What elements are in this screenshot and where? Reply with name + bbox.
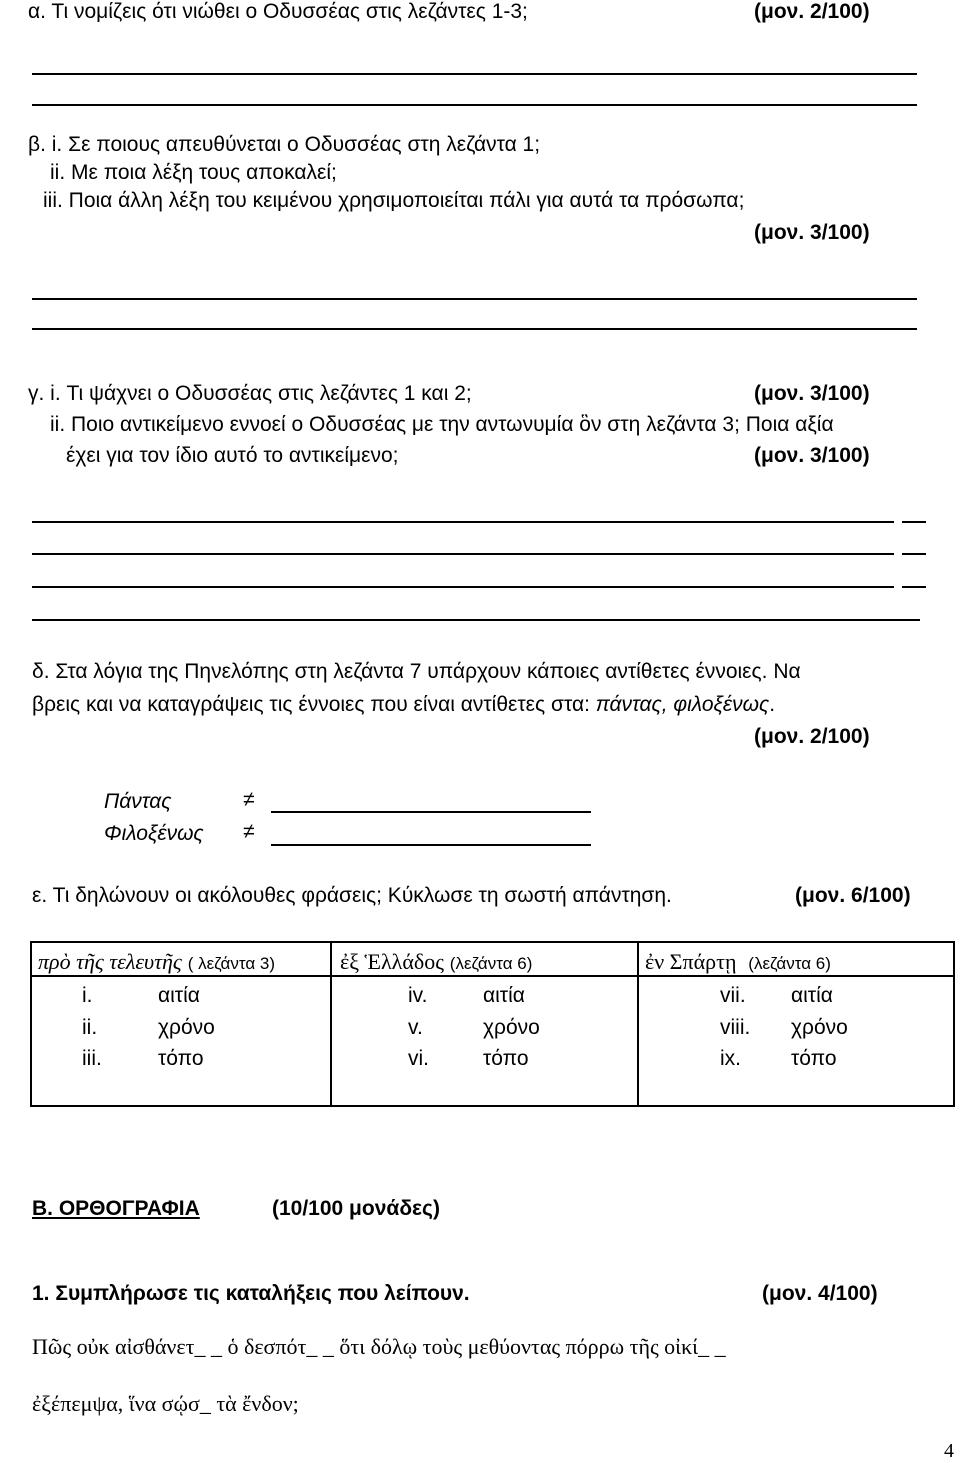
phrase-1-ref: ( λεζάντα 3) xyxy=(187,954,275,973)
phrase-3: ἐν Σπάρτῃ xyxy=(645,949,737,974)
table-header-2 xyxy=(340,951,532,973)
answer-line xyxy=(32,104,917,106)
question-1-score: (μον. 4/100) xyxy=(762,1282,878,1305)
option-label[interactable]: τόπο xyxy=(483,1047,529,1070)
option-label[interactable]: χρόνο xyxy=(158,1016,215,1039)
question-d-words: πάντας, φιλοξένως xyxy=(595,693,770,716)
answer-line xyxy=(902,586,926,588)
option-label[interactable]: χρόνο xyxy=(791,1016,848,1039)
table-divider xyxy=(330,943,332,1105)
question-e-score: (μον. 6/100) xyxy=(795,884,911,907)
question-b-ii: ii. Με ποια λέξη τους αποκαλεί; xyxy=(50,161,337,184)
greek-text-line2: ἐξέπεμψα, ἵνα σῴσ_ τὰ ἔνδον; xyxy=(32,1391,299,1416)
table-header-3 xyxy=(645,951,831,973)
section-b-title: Β. ΟΡΘΟΓΡΑΦΙΑ xyxy=(32,1197,200,1220)
question-e-text: ε. Τι δηλώνουν οι ακόλουθες φράσεις; Κύκλωσε τη σωστή απάντηση. xyxy=(32,884,672,907)
answer-line xyxy=(902,553,926,555)
option-num: i. xyxy=(82,984,93,1007)
question-b-iii: iii. Ποια άλλη λέξη του κειμένου χρησιμοποιείται πάλι για αυτά τα πρόσωπα; xyxy=(43,189,745,212)
option-num: vi. xyxy=(408,1047,429,1070)
section-b-points: (10/100 μονάδες) xyxy=(272,1197,440,1220)
answer-line xyxy=(32,73,917,75)
question-c-i: γ. i. Τι ψάχνει ο Οδυσσέας στις λεζάντες 1 και 2; xyxy=(28,382,472,405)
question-d-period: . xyxy=(769,693,776,716)
option-label[interactable]: αιτία xyxy=(158,984,200,1007)
answer-blank xyxy=(271,844,591,846)
option-label[interactable]: χρόνο xyxy=(483,1016,540,1039)
option-num: iv. xyxy=(408,984,428,1007)
answer-line xyxy=(32,521,894,523)
answer-line xyxy=(902,521,926,523)
question-1-title: 1. Συμπλήρωσε τις καταλήξεις που λείπουν. xyxy=(32,1282,470,1305)
answer-blank xyxy=(271,811,591,813)
answer-line xyxy=(32,298,917,300)
word-pantas: Πάντας xyxy=(104,790,172,813)
question-c-ii-line2: έχει για τον ίδιο αυτό το αντικείμενο; xyxy=(66,444,399,467)
option-num: v. xyxy=(408,1016,423,1039)
word-filoxenos: Φιλοξένως xyxy=(104,822,204,845)
option-label[interactable]: αιτία xyxy=(483,984,525,1007)
phrase-1: πρὸ τῆς τελευτῆς xyxy=(38,949,182,974)
table-divider xyxy=(637,943,639,1105)
question-c-i-score: (μον. 3/100) xyxy=(754,382,870,405)
question-c-ii-line1: ii. Ποιο αντικείμενο εννοεί ο Οδυσσέας με την αντωνυμία ὃν στη λεζάντα 3; Ποια αξία xyxy=(50,413,834,436)
greek-text-line1: Πῶς οὐκ αἰσθάνετ_ _ ὁ δεσπότ_ _ ὅτι δόλῳ τοὺς μεθύοντας πόρρω τῆς οἰκί_ _ xyxy=(32,1334,726,1359)
table-divider xyxy=(32,975,953,977)
option-num: ix. xyxy=(720,1047,741,1070)
answer-line xyxy=(32,586,894,588)
option-label[interactable]: αιτία xyxy=(791,984,833,1007)
question-b-score: (μον. 3/100) xyxy=(754,221,870,244)
question-c-ii-score: (μον. 3/100) xyxy=(754,444,870,467)
not-equal-sign: ≠ xyxy=(243,820,255,843)
answer-line xyxy=(32,553,894,555)
option-num: vii. xyxy=(720,984,746,1007)
question-a-text: α. Τι νομίζεις ότι νιώθει ο Οδυσσέας στις λεζάντες 1-3; xyxy=(28,0,528,23)
option-num: ii. xyxy=(82,1016,98,1039)
phrase-3-ref: (λεζάντα 6) xyxy=(748,954,831,973)
not-equal-sign: ≠ xyxy=(243,788,255,811)
question-d-score: (μον. 2/100) xyxy=(754,725,870,748)
phrase-2-ref: (λεζάντα 6) xyxy=(449,954,533,973)
page-number: 4 xyxy=(944,1440,954,1462)
phrase-table xyxy=(30,941,955,1107)
option-label[interactable]: τόπο xyxy=(791,1047,837,1070)
phrase-2: ἐξ Ἑλλάδος xyxy=(340,949,444,974)
option-num: viii. xyxy=(720,1016,751,1039)
answer-line xyxy=(32,328,917,330)
question-d-line2 xyxy=(32,694,775,715)
question-d-line2-text: βρεις και να καταγράψεις τις έννοιες που είναι αντίθετες στα: xyxy=(32,693,596,716)
question-d-line1: δ. Στα λόγια της Πηνελόπης στη λεζάντα 7 υπάρχουν κάποιες αντίθετες έννοιες. Να xyxy=(32,660,801,683)
option-num: iii. xyxy=(82,1047,102,1070)
answer-line xyxy=(32,619,920,621)
question-b-i: β. i. Σε ποιους απευθύνεται ο Οδυσσέας στη λεζάντα 1; xyxy=(28,133,541,156)
option-label[interactable]: τόπο xyxy=(158,1047,204,1070)
table-header-1 xyxy=(38,951,275,973)
question-a-score: (μον. 2/100) xyxy=(754,0,870,23)
